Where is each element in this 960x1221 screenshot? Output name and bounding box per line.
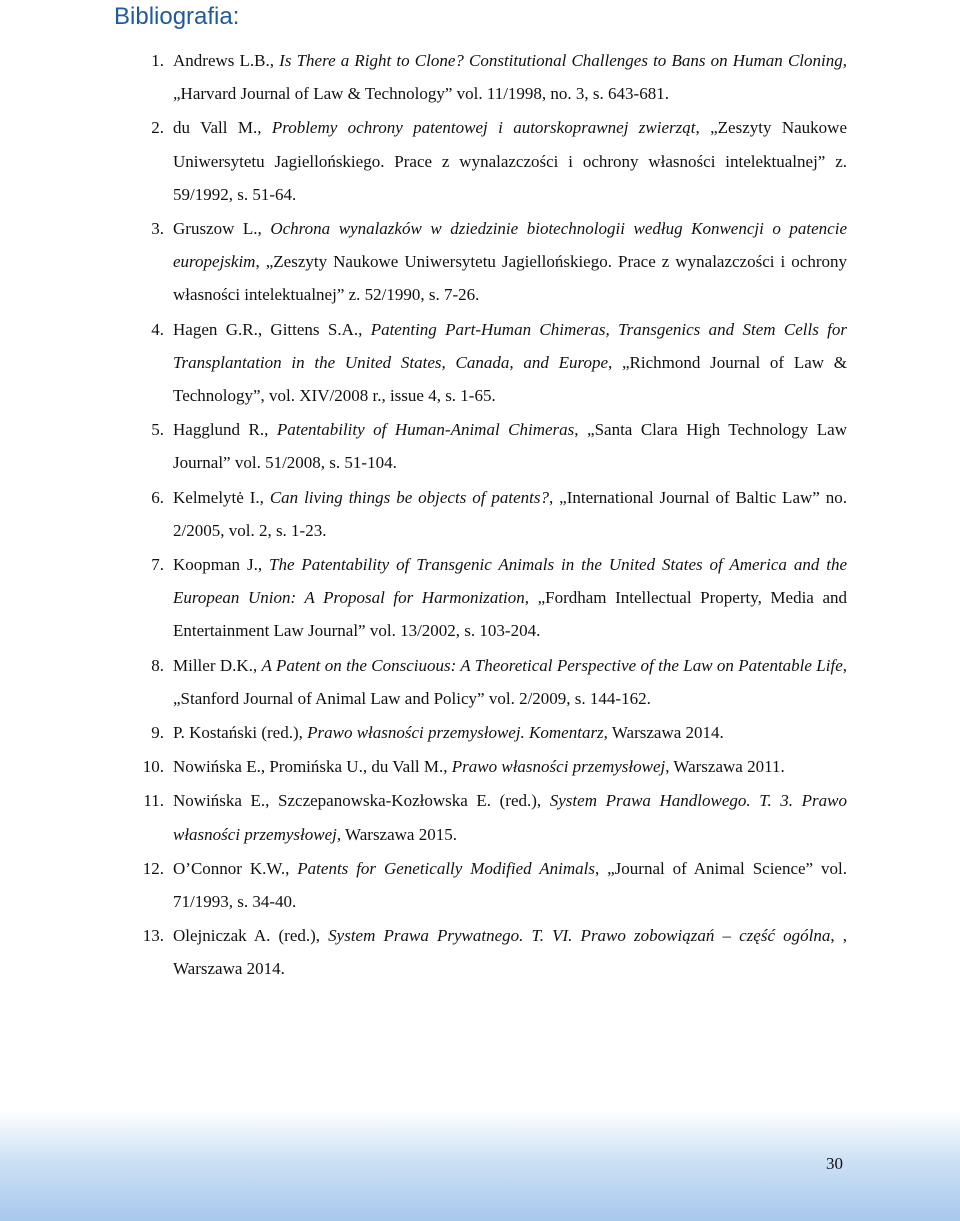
entry-title: Problemy ochrony patentowej i autorskoprawnej zwierząt (271, 118, 696, 138)
bibliography-entry (0, 852, 960, 918)
entry-number: 3. (151, 219, 164, 239)
entry-number: 6. (151, 487, 164, 507)
entry-text: , „International Journal of Baltic Law” no. 2/2005, vol. 2, s. 1-23. (173, 487, 847, 540)
entry-title: Prawo własności przemysłowej (451, 757, 666, 777)
entry-text: Andrews L.B., (173, 51, 280, 70)
entry-text: Nowińska E., Szczepanowska-Kozłowska E. (red.), (173, 791, 550, 811)
entry-text: Koopman J., (173, 555, 269, 575)
entry-text: , „Stanford Journal of Animal Law and Policy” vol. 2/2009, s. 144-162. (173, 655, 848, 708)
bibliography-entry (0, 313, 960, 413)
entry-title: Patentability of Human-Animal Chimeras (276, 420, 575, 440)
bibliography-entry (0, 919, 960, 985)
entry-title: System Prawa Handlowego. T. 3. Prawo własności przemysłowej (173, 791, 847, 844)
entry-title: Prawo własności przemysłowej. Komentarz (307, 723, 604, 743)
footer-band (0, 1111, 960, 1221)
entry-title: Patenting Part-Human Chimeras, Transgenics and Stem Cells for Transplantation in the United States, Canada, and Europe (173, 319, 847, 372)
entry-text: , „Santa Clara High Technology Law Journal” vol. 51/2008, s. 51-104. (173, 420, 847, 473)
entry-number: 7. (151, 555, 164, 575)
entry-text: , , Warszawa 2014. (173, 926, 847, 979)
entry-text: Hagen G.R., Gittens S.A., (173, 319, 371, 339)
entry-number: 5. (151, 420, 164, 440)
entry-text: , „Zeszyty Naukowe Uniwersytetu Jagiellońskiego. Prace z wynalazczości i ochrony własności intelektualnej” z. 59/1992, s. 51-64. (173, 118, 847, 204)
page-title: Bibliografia: (114, 3, 240, 30)
bibliography-entry (0, 750, 960, 783)
bibliography-entry (0, 481, 960, 547)
entry-number: 1. (151, 51, 164, 70)
entry-number: 11. (143, 791, 164, 811)
entry-text: P. Kostański (red.), (173, 723, 308, 743)
entry-number: 8. (151, 655, 164, 675)
entry-title: Is There a Right to Clone? Constitutional Challenges to Bans on Human Cloning (279, 51, 843, 70)
bibliography-entry (0, 44, 960, 110)
entry-text: , „Harvard Journal of Law & Technology” vol. 11/1998, no. 3, s. 643-681. (173, 51, 847, 104)
entry-number: 12. (142, 858, 164, 878)
bibliography-entry (0, 716, 960, 749)
entry-text: Nowińska E., Promińska U., du Vall M., (173, 757, 452, 777)
entry-number: 4. (151, 319, 164, 339)
entry-title: Can living things be objects of patents? (269, 487, 549, 507)
page-number: 30 (826, 1154, 843, 1173)
entry-text: , „Fordham Intellectual Property, Media and Entertainment Law Journal” vol. 13/2002, s. 103-204. (173, 588, 847, 641)
entry-text: , Warszawa 2014. (603, 723, 724, 743)
entry-number: 13. (142, 926, 164, 946)
entry-title: Ochrona wynalazków w dziedzinie biotechnologii według Konwencji o patencie europejskim (173, 219, 848, 272)
bibliography-entry (0, 413, 960, 479)
entry-text: , „Zeszyty Naukowe Uniwersytetu Jagiellońskiego. Prace z wynalazczości i ochrony własności intelektualnej” z. 52/1990, s. 7-26. (173, 252, 847, 305)
entry-text: Miller D.K., (173, 655, 262, 675)
entry-title: The Patentability of Transgenic Animals in the United States of America and the European Union: A Proposal for Harmonization (173, 555, 847, 608)
entry-number: 2. (151, 118, 164, 138)
bibliography-list (0, 44, 960, 987)
entry-text: du Vall M., (173, 118, 272, 138)
entry-text: , „Richmond Journal of Law & Technology”, vol. XIV/2008 r., issue 4, s. 1-65. (173, 352, 847, 406)
entry-title: A Patent on the Consciuous: A Theoretical Perspective of the Law on Patentable Life (261, 655, 843, 675)
entry-text: Olejniczak A. (red.), (173, 926, 329, 946)
bibliography-entry (0, 548, 960, 648)
entry-text: , „Journal of Animal Science” vol. 71/1993, s. 34-40. (173, 858, 847, 912)
entry-title: System Prawa Prywatnego. T. VI. Prawo zobowiązań – część ogólna (328, 926, 831, 946)
bibliography-entry (0, 212, 960, 312)
bibliography-entry (0, 649, 960, 715)
bibliography-entry (0, 784, 960, 850)
bibliography-entry (0, 111, 960, 211)
entry-text: Kelmelytė I., (173, 487, 270, 507)
entry-title: Patents for Genetically Modified Animals (297, 858, 595, 878)
entry-text: Gruszow L., (173, 219, 271, 239)
entry-number: 10. (142, 757, 164, 777)
entry-number: 9. (151, 723, 164, 743)
entry-text: O’Connor K.W., (173, 858, 298, 878)
entry-text: Hagglund R., (173, 420, 277, 440)
entry-text: , Warszawa 2011. (665, 757, 785, 777)
entry-text: , Warszawa 2015. (336, 824, 457, 844)
